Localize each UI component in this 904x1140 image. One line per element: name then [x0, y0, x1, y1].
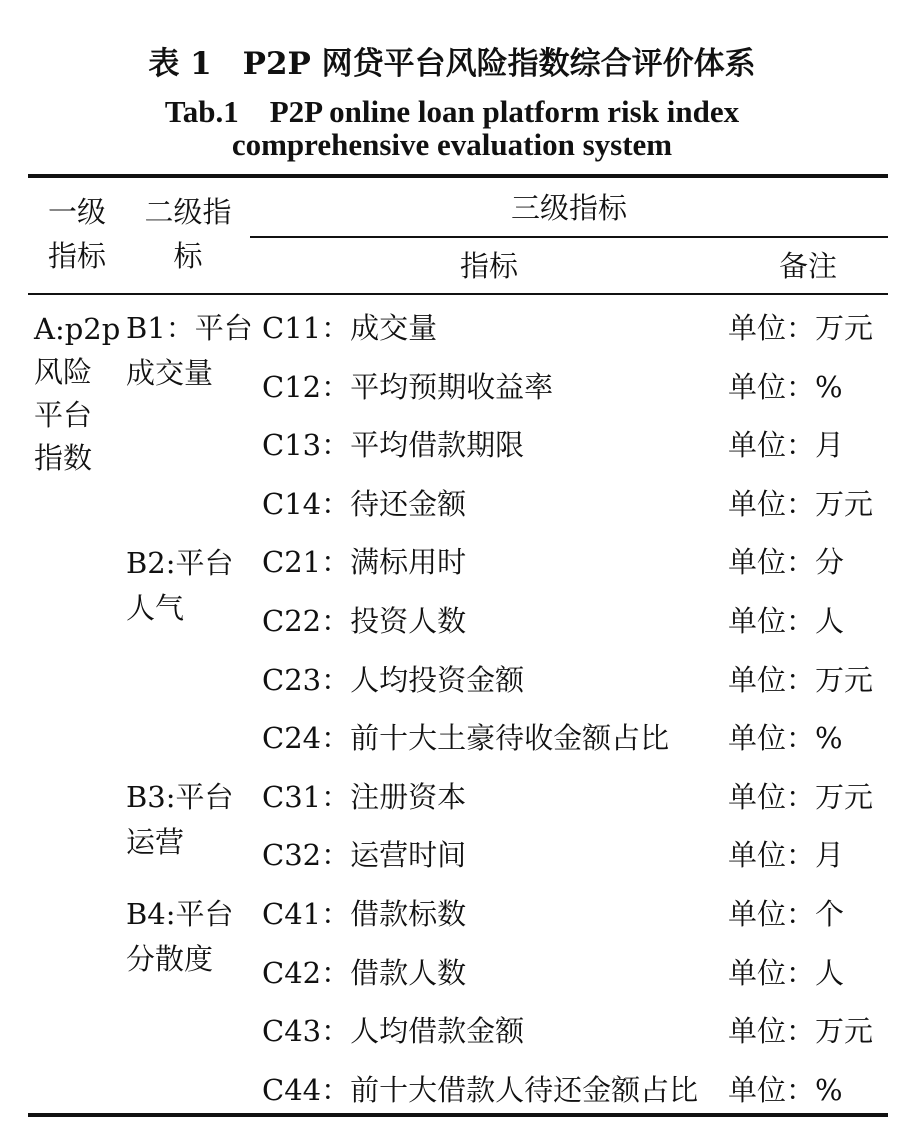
level2-b2-line1: B2:平台: [126, 546, 234, 580]
header-level2: [126, 190, 250, 278]
table-top-rule: [28, 174, 888, 178]
level2-b2-line2: 人气: [126, 591, 185, 625]
header-level1: [30, 190, 124, 278]
table-caption-zh: 表 1 P2P 网贷平台风险指数综合评价体系: [148, 46, 756, 82]
level1-cell: [34, 308, 120, 480]
note-c12: 单位：%: [728, 369, 843, 404]
table-caption-en-line1: Tab.1 P2P online loan platform risk index: [164, 94, 740, 129]
note-c32: 单位：月: [728, 838, 845, 873]
note-c22: 单位：人: [728, 604, 845, 638]
table-caption-en-line2: comprehensive evaluation system: [231, 127, 673, 162]
level2-b3-line2: 运营: [126, 825, 185, 859]
level1-line1: A:p2p: [34, 312, 121, 346]
level2-b4-line1: B4:平台: [126, 897, 234, 931]
note-c11: 单位：万元: [728, 311, 874, 345]
note-c24: 单位：%: [728, 721, 843, 756]
level2-b3-line1: B3:平台: [126, 780, 234, 814]
note-c14: 单位：万元: [728, 486, 874, 521]
indicator-c12: C12：平均预期收益率: [262, 369, 554, 404]
note-c41: 单位：个: [728, 897, 845, 931]
note-c21: 单位：分: [728, 545, 845, 580]
indicator-c42: C42：借款人数: [262, 955, 467, 990]
level2-cell-b1: [126, 306, 253, 396]
note-c23: 单位：万元: [728, 662, 874, 697]
indicator-c44: C44：前十大借款人待还金额占比: [262, 1072, 699, 1107]
indicator-c24: C24：前十大土豪待收金额占比: [262, 721, 670, 756]
indicator-c41: C41：借款标数: [262, 897, 467, 931]
level1-line4: 指数: [34, 441, 93, 475]
header-indicator: 指标: [459, 249, 518, 283]
level1-line3: 平台: [34, 398, 93, 432]
note-c13: 单位：月: [728, 428, 845, 463]
indicator-c32: C32：运营时间: [262, 838, 467, 873]
header-bottom-rule: [28, 293, 888, 295]
note-c43: 单位：万元: [728, 1014, 874, 1049]
note-c44: 单位：%: [728, 1072, 843, 1107]
level2-cell-b2: [126, 541, 234, 631]
indicator-c23: C23：人均投资金额: [262, 662, 525, 697]
header-level2-line1: 二级指: [144, 195, 232, 229]
indicator-c13: C13：平均借款期限: [262, 428, 525, 463]
header-sub-rule: [250, 236, 888, 238]
indicator-c43: C43：人均借款金额: [262, 1014, 525, 1049]
note-c31: 单位：万元: [728, 779, 874, 814]
indicator-c21: C21：满标用时: [262, 545, 467, 580]
level1-line2: 风险: [34, 355, 93, 389]
header-level2-line2: 标: [173, 239, 203, 273]
level2-cell-b4: [126, 892, 234, 982]
indicator-c11: C11：成交量: [262, 311, 438, 345]
level2-b1-line1: B1：平台: [126, 311, 253, 345]
header-level1-line1: 一级: [47, 195, 106, 229]
level2-b4-line2: 分散度: [126, 942, 214, 976]
indicator-c22: C22：投资人数: [262, 604, 467, 638]
header-level1-line2: 指标: [47, 239, 106, 273]
level2-b1-line2: 成交量: [126, 356, 214, 390]
level2-cell-b3: [126, 775, 234, 865]
header-level3: 三级指标: [510, 191, 627, 225]
indicator-c14: C14：待还金额: [262, 486, 467, 521]
header-note: 备注: [778, 249, 837, 283]
note-c42: 单位：人: [728, 955, 845, 990]
indicator-c31: C31：注册资本: [262, 779, 467, 814]
